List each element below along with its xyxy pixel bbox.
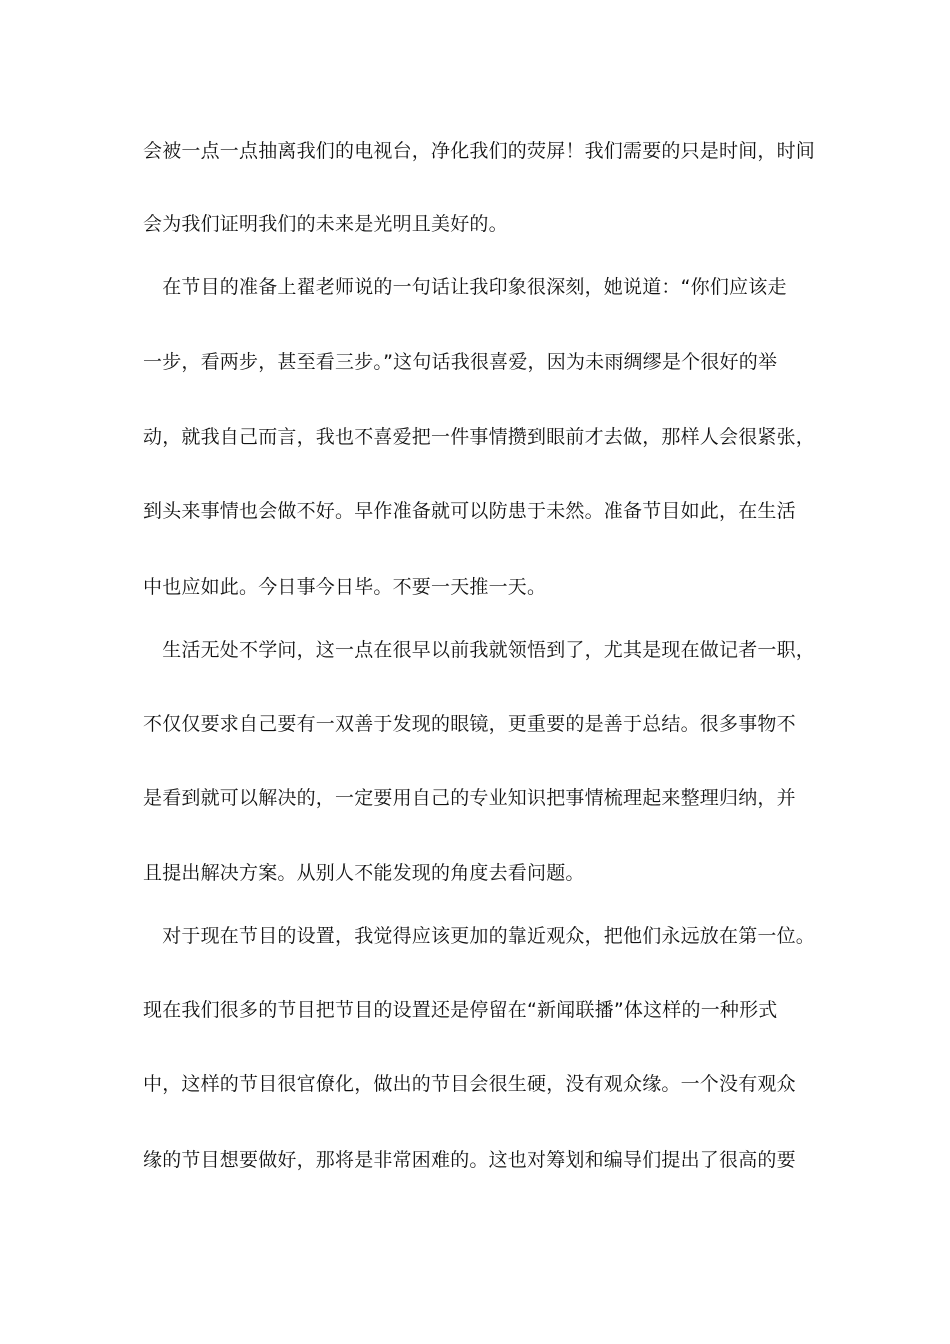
text-line: 现在我们很多的节目把节目的设置还是停留在“新闻联播”体这样的一种形式 (143, 999, 778, 1021)
text-line: 中也应如此。今日事今日毕。不要一天推一天。 (143, 576, 547, 598)
text-line: 不仅仅要求自己要有一双善于发现的眼镜，更重要的是善于总结。很多事物不 (143, 713, 796, 735)
text-line: 且提出解决方案。从别人不能发现的角度去看问题。 (143, 862, 585, 884)
text-line: 动，就我自己而言，我也不喜爱把一件事情攒到眼前才去做，那样人会很紧张， (143, 426, 816, 448)
text-line: 中，这样的节目很官僚化，做出的节目会很生硬，没有观众缘。一个没有观众 (143, 1073, 796, 1095)
text-line: 会被一点一点抽离我们的电视台，净化我们的荧屏！我们需要的只是时间，时间 (143, 140, 816, 162)
text-line: 会为我们证明我们的未来是光明且美好的。 (143, 213, 508, 235)
text-line: 缘的节目想要做好，那将是非常困难的。这也对筹划和编导们提出了很高的要 (143, 1149, 796, 1171)
text-line: 在节目的准备上翟老师说的一句话让我印象很深刻，她说道：“你们应该走 (143, 276, 787, 298)
text-line: 一步，看两步，甚至看三步。”这句话我很喜爱，因为未雨绸缪是个很好的举 (143, 351, 778, 373)
text-line: 对于现在节目的设置，我觉得应该更加的靠近观众，把他们永远放在第一位。 (143, 925, 816, 947)
text-line: 到头来事情也会做不好。早作准备就可以防患于未然。准备节目如此，在生活 (143, 500, 796, 522)
text-line: 生活无处不学问，这一点在很早以前我就领悟到了，尤其是现在做记者一职， (143, 639, 816, 661)
text-line: 是看到就可以解决的，一定要用自己的专业知识把事情梳理起来整理归纳，并 (143, 787, 796, 809)
